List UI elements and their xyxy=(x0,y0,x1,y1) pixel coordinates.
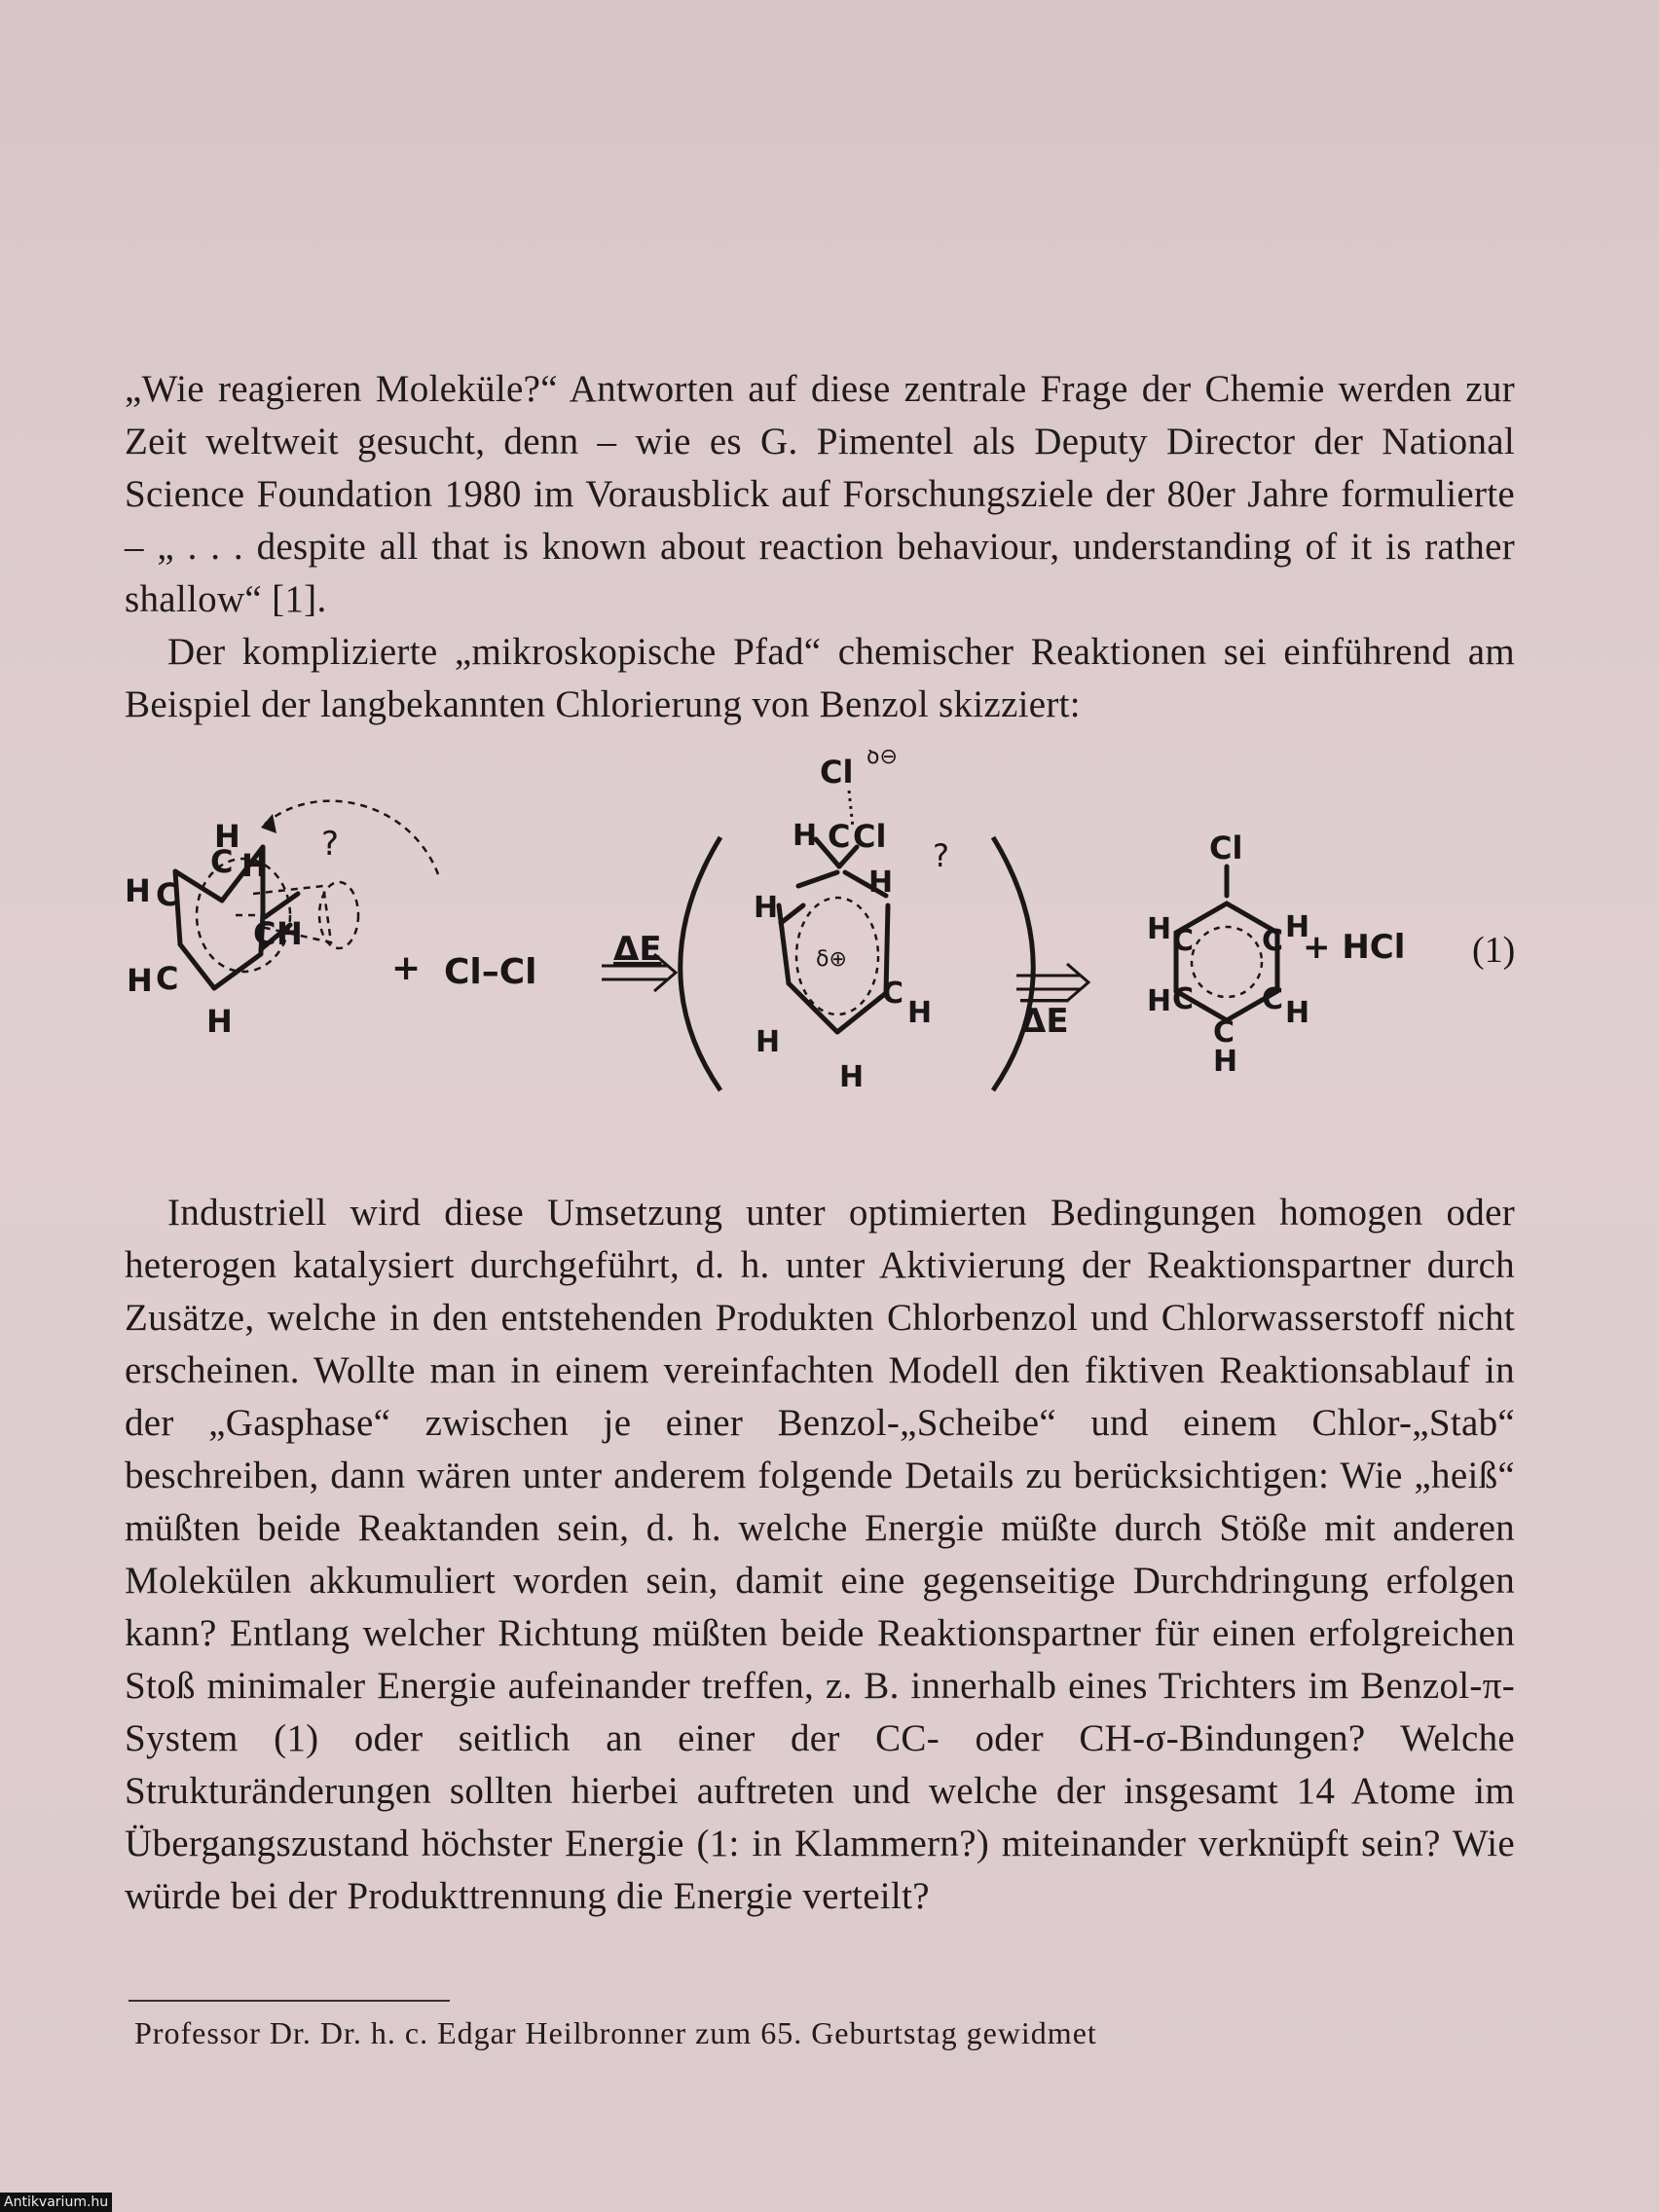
atom-label: H xyxy=(754,891,779,925)
atom-label: C xyxy=(1262,982,1284,1016)
atom-label: H xyxy=(793,819,818,853)
atom-label: H xyxy=(1147,912,1172,946)
atom-label: C xyxy=(210,843,234,880)
bracket-right xyxy=(993,837,1033,1090)
question-mark: ? xyxy=(321,825,340,864)
atom-label: Cl xyxy=(853,818,887,855)
question-mark: ? xyxy=(933,837,949,874)
paragraph-industrial-process: Industriell wird diese Umsetzung unter optimierten Bedingungen homogen oder heterogen katalysiert durchgeführt, d. h. unter Aktivierung der Reaktionspartner durch Zusätze, welche in den entstehenden Produkten Chlorbenzol und Chlorwasserstoff nicht erscheinen. Wollte man in einem vereinfachten Modell den fiktiven Reaktionsablauf in der „Gasphase“ zwischen je einer Benzol-„Scheibe“ und einem Chlor-„Stab“ beschreiben, dann wären unter anderem folgende Details zu berücksichtigen: Wie „heiß“ müßten beide Reaktanden sein, d. h. welche Energie müßte durch Stöße mit anderen Molekülen akkumuliert worden sein, damit eine gegenseitige Durchdringung erfolgen kann? Entlang welcher Richtung müßten beide Reaktionspartner für einen erfolgreichen Stoß minimaler Energie aufeinander treffen, z. B. innerhalb eines Trichters im Benzol-π-System (1) oder seitlich an einer der CC- oder CH-σ-Bindungen? Welche Strukturänderungen sollten hierbei auftreten und welche der insgesamt 14 Atome im Übergangszustand höchster Energie (1: in Klammern?) miteinander verknüpft sein? Wie würde bei der Produkttrennung die Energie verteilt? xyxy=(125,1192,1515,1917)
atom-label: H xyxy=(1213,1045,1238,1079)
atom-label: H xyxy=(276,915,303,952)
chlorine-molecule: Cl–Cl xyxy=(444,952,537,992)
atom-label: H xyxy=(1147,984,1172,1018)
atom-label: C xyxy=(156,876,179,913)
atom-label: C xyxy=(1262,924,1284,958)
atom-label: C xyxy=(882,977,904,1011)
atom-label: C xyxy=(1172,924,1195,958)
arrow-label: ΔE xyxy=(613,930,662,969)
plus-sign: + xyxy=(391,948,422,988)
atom-label: H xyxy=(756,1025,781,1059)
footnote-dedication: Professor Dr. Dr. h. c. Edgar Heilbronner zum 65. Geburtstag gewidmet xyxy=(134,2015,1097,2050)
atom-label: H xyxy=(1285,996,1310,1030)
paragraph-intro: „Wie reagieren Moleküle?“ Antworten auf diese zentrale Frage der Chemie werden zur Zeit weltweit gesucht, denn – wie es G. Pimentel als Deputy Director der National Science Foundation 1980 im Vorausblick auf Forschungsziele der 80er Jahre formulierte – „ . . . despite all that is known about reaction behaviour, understanding of it is rather shallow“ [1]. xyxy=(125,368,1515,620)
atom-label: H xyxy=(1285,910,1310,944)
paragraph-benzene-chlorination: Der komplizierte „mikroskopische Pfad“ chemischer Reaktionen sei einführend am Beispiel der langbekannten Chlorierung von Benzol skizziert: xyxy=(125,631,1515,725)
atom-label: H xyxy=(868,866,894,900)
chloride-ion: Cl xyxy=(820,754,854,791)
atom-label: H xyxy=(839,1060,865,1094)
atom-label: H xyxy=(127,962,153,999)
double-arrow-icon xyxy=(1016,964,1088,1001)
atom-label: C xyxy=(156,960,179,997)
atom-label: H xyxy=(907,996,933,1030)
atom-label: H xyxy=(125,872,151,909)
atom-label: C xyxy=(1172,982,1195,1016)
watermark: Antikvarium.hu xyxy=(0,2193,112,2212)
arrow-label: ΔE xyxy=(1020,1002,1069,1041)
atom-label: C xyxy=(253,915,276,952)
delta-minus-label: δ⊖ xyxy=(866,750,898,769)
footnote-divider xyxy=(129,2000,450,2002)
atom-label: H xyxy=(241,847,268,884)
atom-label: H xyxy=(206,1003,233,1040)
atom-label: H xyxy=(214,818,240,855)
reaction-equation xyxy=(117,750,1538,1110)
atom-label: C xyxy=(828,818,851,855)
hcl-product: + HCl xyxy=(1303,928,1406,967)
atom-label: C xyxy=(1213,1015,1235,1050)
bracket-left xyxy=(681,837,720,1090)
delta-plus-label: δ⊕ xyxy=(816,947,847,972)
atom-label: Cl xyxy=(1209,830,1243,866)
arrow-head-icon xyxy=(261,814,276,833)
equation-number: (1) xyxy=(1472,930,1516,971)
